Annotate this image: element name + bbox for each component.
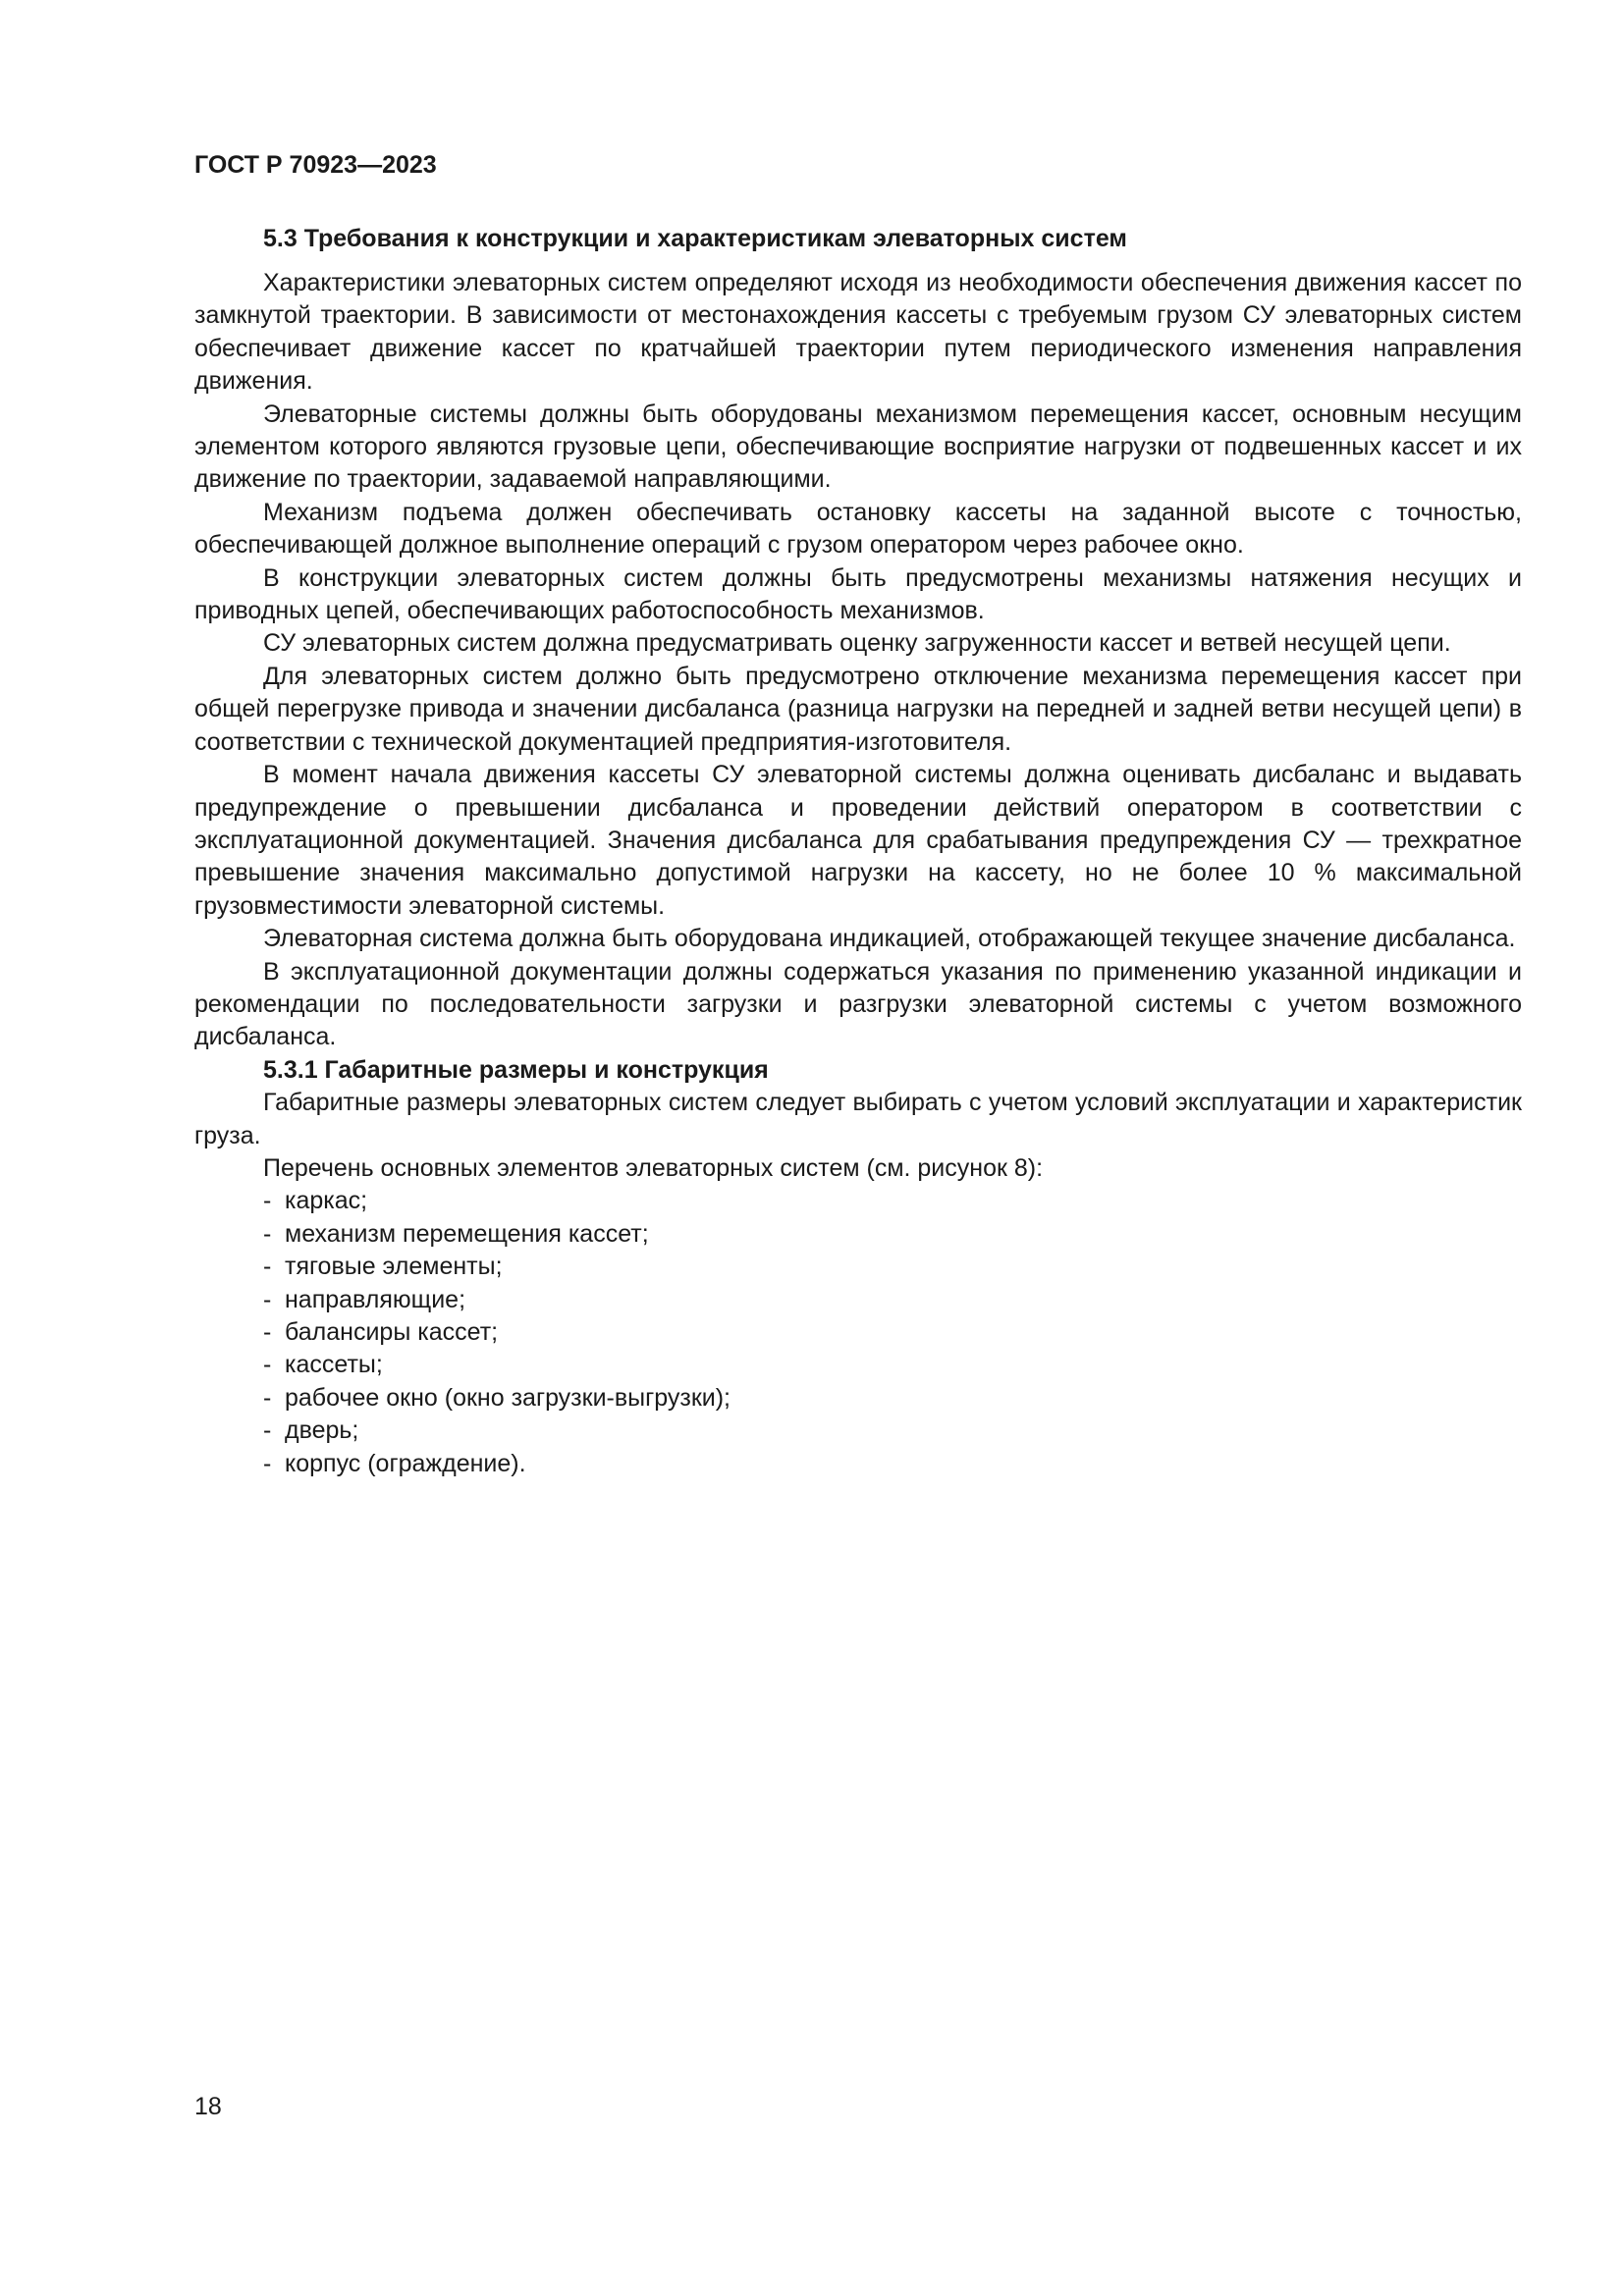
document-code-header: ГОСТ Р 70923—2023 [194, 151, 437, 179]
list-item-text: балансиры кассет; [285, 1318, 499, 1346]
list-item [263, 1284, 1522, 1316]
list-item [263, 1349, 1522, 1381]
list-item [263, 1382, 1522, 1415]
section-paragraph: Механизм подъема должен обеспечивать остановку кассеты на заданной высоте с точностью, обеспечивающей должное выполнение операций с грузом оператором через рабочее окно. [194, 498, 1522, 560]
list-dash-marker: - [263, 1253, 272, 1281]
section-paragraph: Элеваторная система должна быть оборудована индикацией, отображающей текущее значение дисбаланса. [263, 925, 1516, 953]
section-paragraph: В эксплуатационной документации должны содержаться указания по применению указанной индикации и рекомендации по последовательности загрузки и разгрузки элеваторной системы с учетом возможного дисбаланса. [194, 957, 1522, 1051]
list-item-text: механизм перемещения кассет; [285, 1219, 649, 1248]
list-item [263, 1316, 1522, 1349]
subsection-paragraph: Габаритные размеры элеваторных систем следует выбирать с учетом условий эксплуатации и характеристик груза. [194, 1089, 1522, 1149]
list-dash-marker: - [263, 1219, 272, 1248]
section-paragraph: В момент начала движения кассеты СУ элеваторной системы должна оценивать дисбаланс и выдавать предупреждение о превышении дисбаланса и проведении действий оператором в соответствии с эксплуатационной документацией. Значения дисбаланса для срабатывания предупреждения СУ — трехкратное превышение значения максимально допустимой нагрузки на кассету, но не более 10 % максимальной грузовместимости элеваторной системы. [194, 761, 1522, 920]
section-title: 5.3 Требования к конструкции и характеристикам элеваторных систем [263, 225, 1127, 252]
list-dash-marker: - [263, 1416, 272, 1445]
elements-list [194, 1185, 1522, 1480]
list-dash-marker: - [263, 1187, 272, 1215]
list-dash-marker: - [263, 1318, 272, 1346]
section-paragraph: СУ элеваторных систем должна предусматривать оценку загруженности кассет и ветвей несущей цепи. [263, 629, 1451, 658]
list-item [263, 1251, 1522, 1283]
list-dash-marker: - [263, 1285, 272, 1313]
list-item [263, 1415, 1522, 1447]
list-item-text: рабочее окно (окно загрузки-выгрузки); [285, 1383, 731, 1412]
document-body [194, 222, 1522, 1480]
section-paragraph: Элеваторные системы должны быть оборудованы механизмом перемещения кассет, основным несущим элементом которого являются грузовые цепи, обеспечивающие восприятие нагрузки от подвешенных кассет и их движение по траектории, задаваемой направляющими. [194, 400, 1522, 494]
list-dash-marker: - [263, 1383, 272, 1412]
list-item [263, 1448, 1522, 1480]
subsection-title: 5.3.1 Габаритные размеры и конструкция [263, 1055, 769, 1084]
section-paragraph: Характеристики элеваторных систем определяют исходя из необходимости обеспечения движения кассет по замкнутой траектории. В зависимости от местонахождения кассеты с требуемым грузом СУ элеваторных систем обеспечивает движение кассет по кратчайшей траектории путем периодического изменения направления движения. [194, 269, 1522, 396]
list-dash-marker: - [263, 1449, 272, 1477]
subsection-paragraph: Перечень основных элементов элеваторных систем (см. рисунок 8): [263, 1153, 1044, 1182]
list-item-text: дверь; [285, 1416, 359, 1445]
page-number: 18 [194, 2093, 222, 2120]
section-paragraph: В конструкции элеваторных систем должны быть предусмотрены механизмы натяжения несущих и приводных цепей, обеспечивающих работоспособность механизмов. [194, 563, 1522, 625]
list-item-text: направляющие; [285, 1285, 466, 1313]
list-item-text: кассеты; [285, 1351, 383, 1379]
list-dash-marker: - [263, 1351, 272, 1379]
list-item [263, 1218, 1522, 1251]
section-paragraph: Для элеваторных систем должно быть предусмотрено отключение механизма перемещения кассет при общей перегрузке привода и значении дисбаланса (разница нагрузки на передней и задней ветви несущей цепи) в соответствии с технической документацией предприятия-изготовителя. [194, 662, 1522, 756]
list-item [263, 1185, 1522, 1217]
list-item-text: корпус (ограждение). [285, 1449, 526, 1477]
list-item-text: каркас; [285, 1187, 368, 1215]
list-item-text: тяговые элементы; [285, 1253, 503, 1281]
